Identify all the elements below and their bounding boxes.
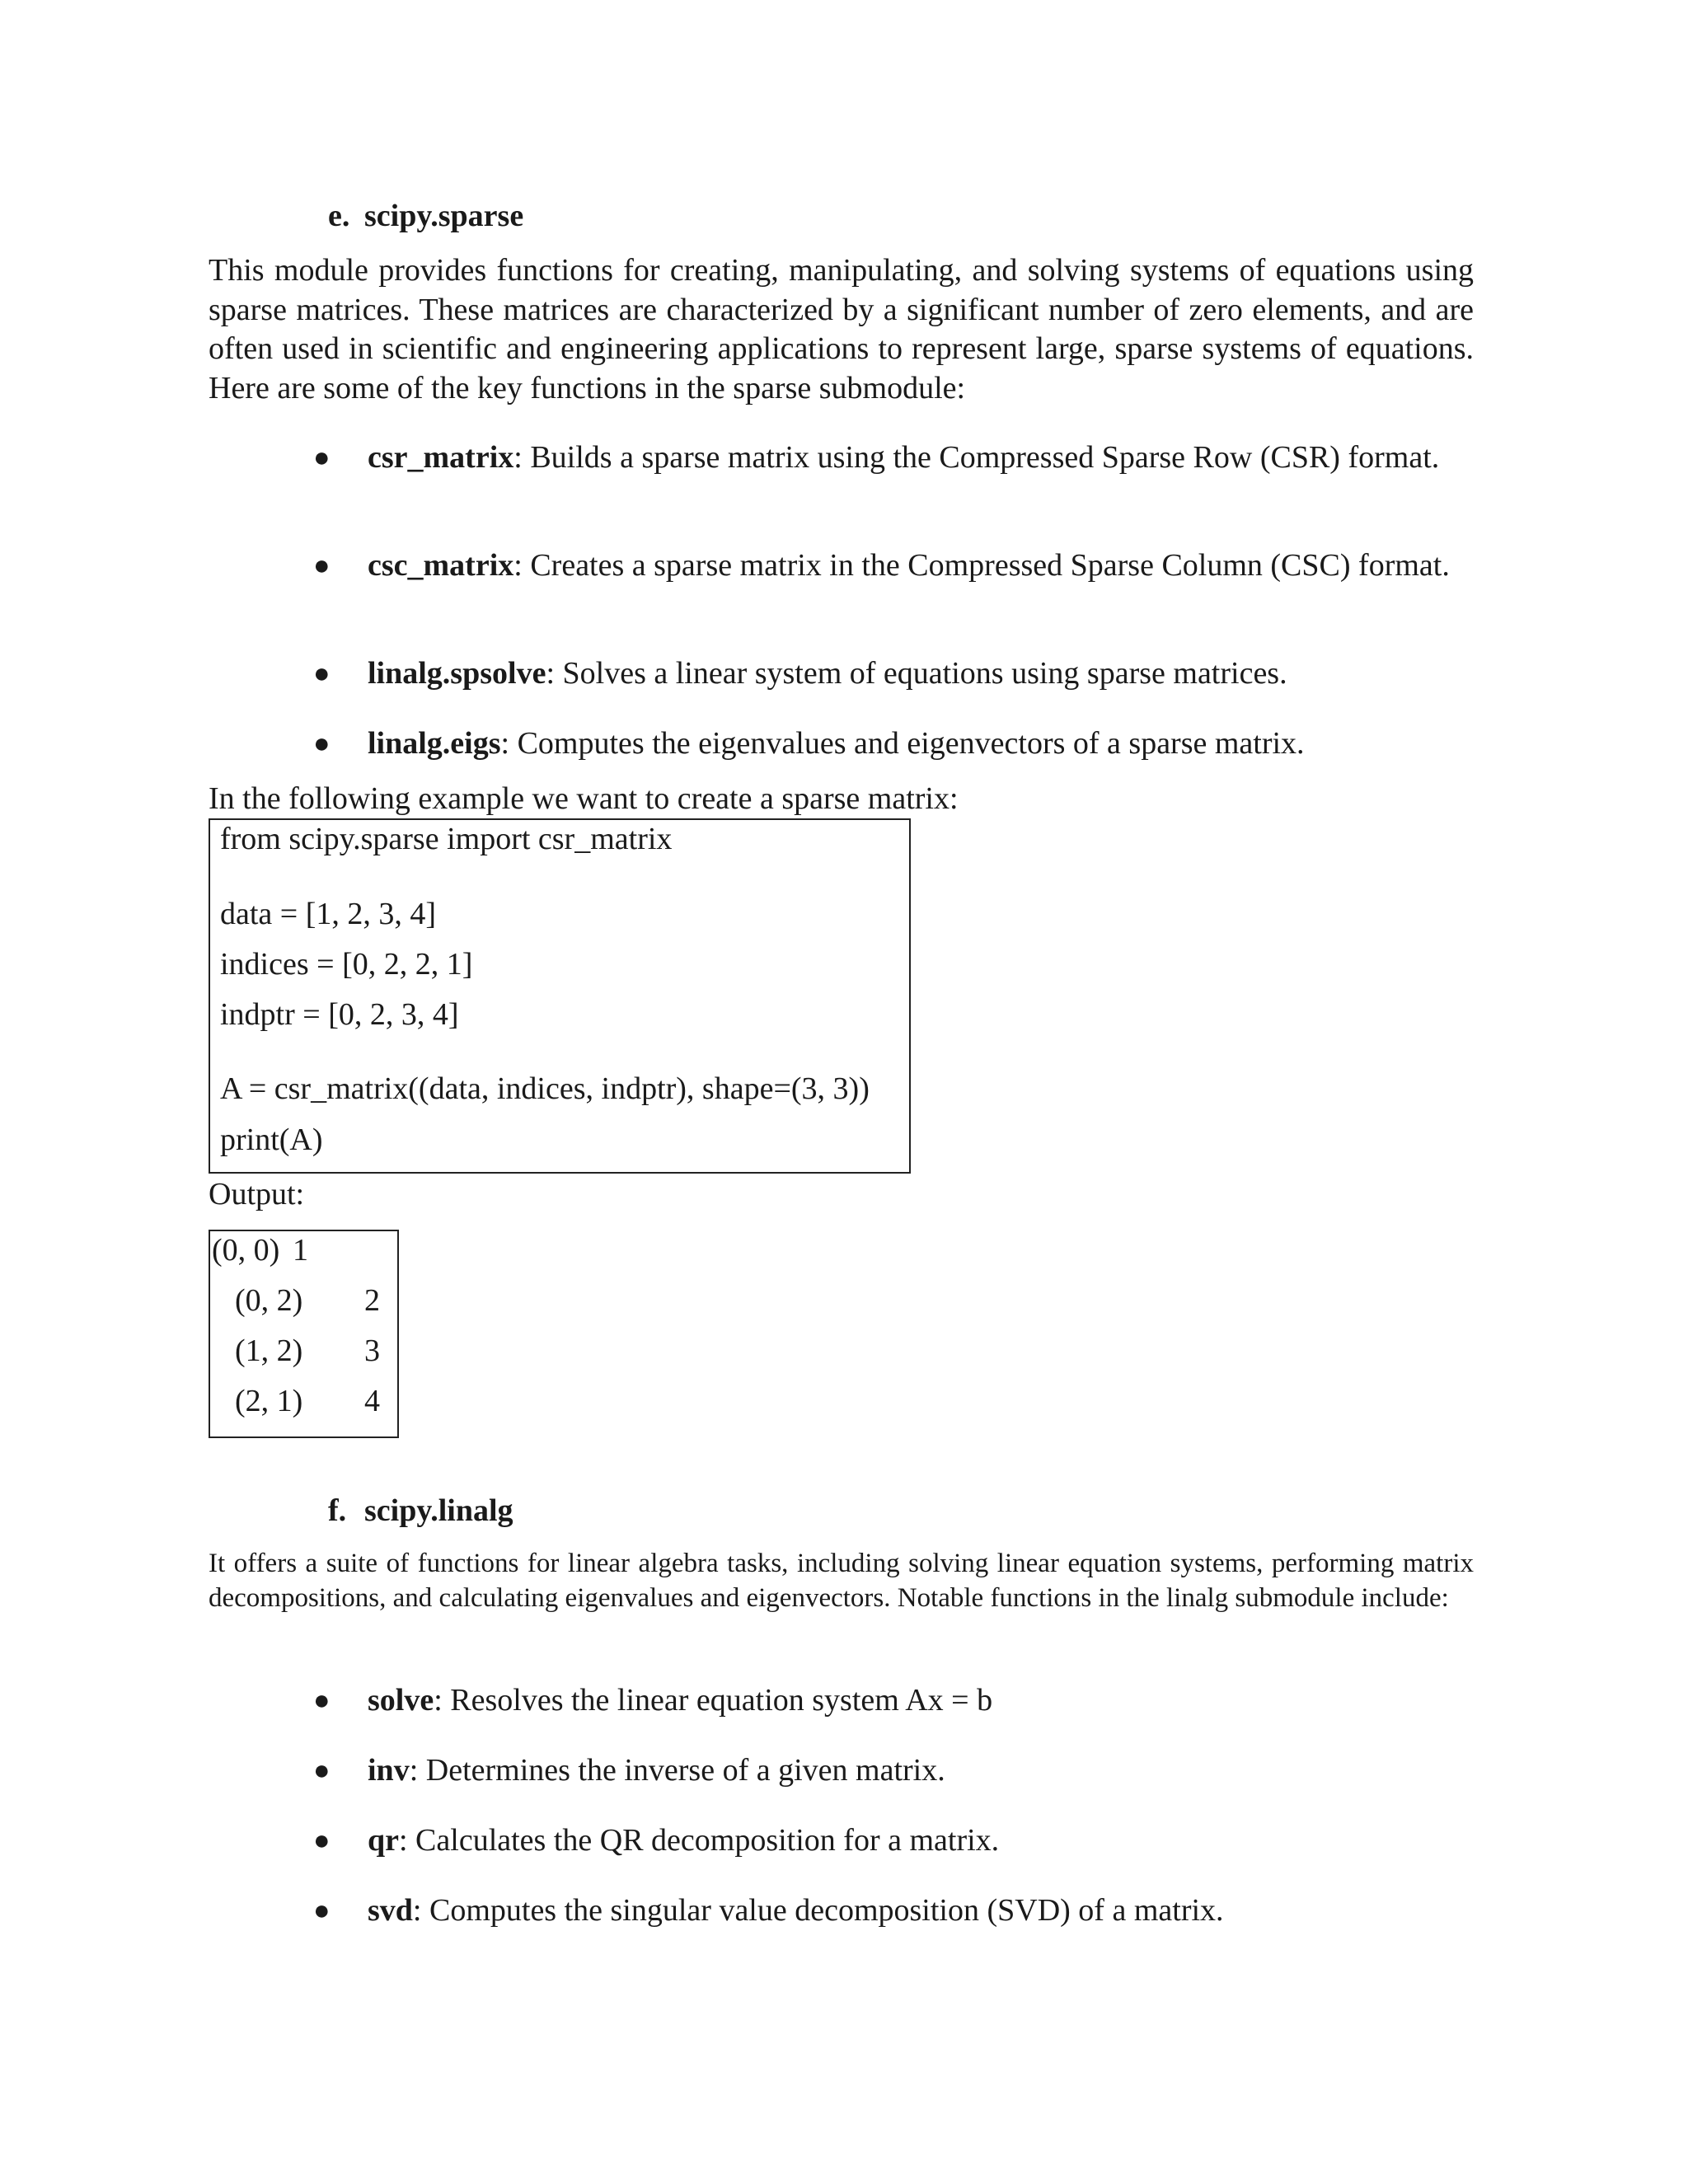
function-name: csr_matrix	[368, 440, 514, 475]
output-value: 4	[364, 1384, 380, 1418]
function-name: linalg.eigs	[368, 726, 501, 761]
bullet-icon: ●	[313, 658, 331, 689]
section-heading-linalg	[328, 1492, 513, 1530]
function-name: linalg.spsolve	[368, 656, 546, 691]
output-value: 1	[293, 1233, 308, 1268]
code-line: indptr = [0, 2, 3, 4]	[220, 997, 459, 1032]
function-name: inv	[368, 1753, 410, 1788]
section-title: scipy.linalg	[364, 1493, 513, 1528]
section-heading-sparse	[328, 197, 523, 235]
output-index: (2, 1)	[235, 1384, 303, 1418]
section-number: f.	[328, 1493, 347, 1528]
code-line: data = [1, 2, 3, 4]	[220, 897, 437, 931]
output-value: 2	[364, 1283, 380, 1318]
function-name: svd	[368, 1893, 413, 1928]
function-description: : Creates a sparse matrix in the Compressed Sparse Column (CSC) format.	[513, 548, 1450, 583]
sparse-intro-paragraph: This module provides functions for creating, manipulating, and solving systems of equations using sparse matrices. These matrices are characterized by a significant number of zero elements, and are often used in scientific and engineering applications to represent large, sparse systems of equations. Here are some of the key functions in the sparse submodule:	[209, 253, 1474, 405]
function-description: : Calculates the QR decomposition for a matrix.	[399, 1823, 1000, 1858]
output-value: 3	[364, 1333, 380, 1368]
bullet-icon: ●	[313, 729, 331, 759]
code-line: A = csr_matrix((data, indices, indptr), shape=(3, 3))	[220, 1071, 870, 1106]
code-line: from scipy.sparse import csr_matrix	[220, 822, 673, 856]
function-description: : Builds a sparse matrix using the Compressed Sparse Row (CSR) format.	[513, 440, 1440, 475]
function-description: : Determines the inverse of a given matrix.	[409, 1753, 945, 1788]
output-index: (0, 2)	[235, 1283, 303, 1318]
output-label: Output:	[209, 1177, 305, 1212]
bullet-icon: ●	[313, 1685, 331, 1716]
code-block	[209, 818, 911, 1174]
function-name: qr	[368, 1823, 399, 1858]
section-number: e.	[328, 199, 350, 233]
function-name: solve	[368, 1683, 434, 1718]
function-description: : Resolves the linear equation system Ax = b	[434, 1683, 993, 1718]
section-title: scipy.sparse	[364, 199, 524, 233]
output-block	[209, 1230, 399, 1438]
function-name: csc_matrix	[368, 548, 514, 583]
bullet-icon: ●	[313, 443, 331, 473]
bullet-icon: ●	[313, 1825, 331, 1856]
bullet-icon: ●	[313, 1896, 331, 1926]
function-description: : Computes the eigenvalues and eigenvectors of a sparse matrix.	[500, 726, 1305, 761]
bullet-icon: ●	[313, 551, 331, 581]
code-line: print(A)	[220, 1122, 323, 1157]
bullet-icon: ●	[313, 1755, 331, 1786]
function-description: : Computes the singular value decomposition (SVD) of a matrix.	[412, 1893, 1224, 1928]
output-index: (0, 0)	[212, 1233, 280, 1268]
output-index: (1, 2)	[235, 1333, 303, 1368]
function-description: : Solves a linear system of equations using sparse matrices.	[546, 656, 1287, 691]
example-intro: In the following example we want to create a sparse matrix:	[209, 781, 959, 816]
linalg-intro-paragraph: It offers a suite of functions for linear algebra tasks, including solving linear equation systems, performing matrix decompositions, and calculating eigenvalues and eigenvectors. Notable functions in the linalg submodule include:	[209, 1549, 1474, 1613]
code-line: indices = [0, 2, 2, 1]	[220, 947, 473, 982]
